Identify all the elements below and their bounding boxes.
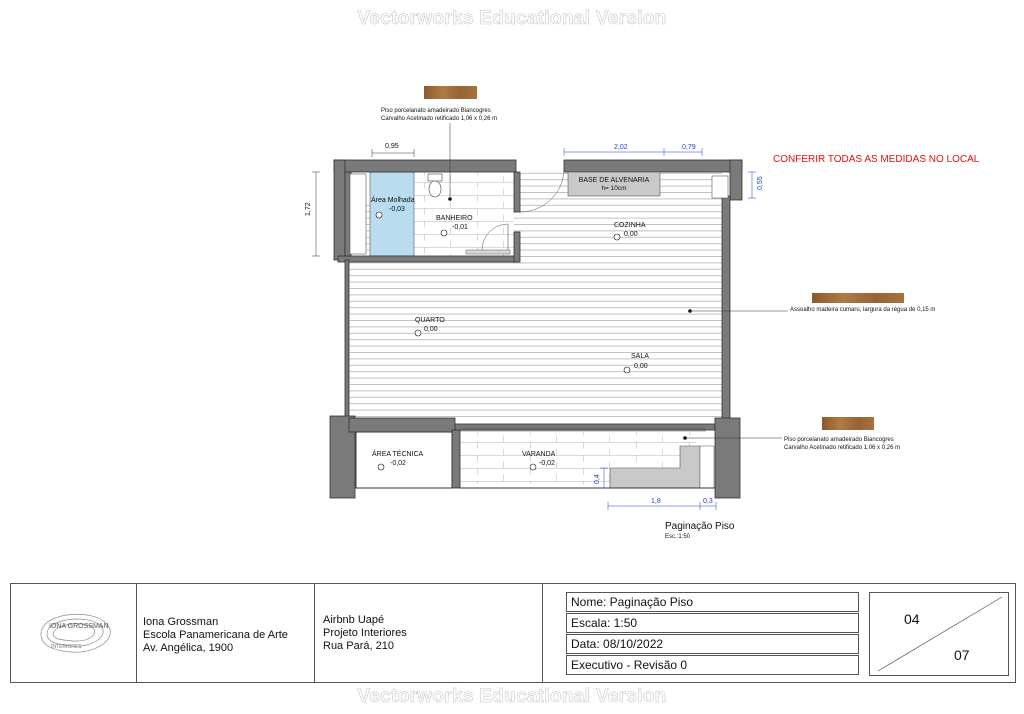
wood-swatch-right [822,417,874,430]
assoalho-label: Assoalho madeira cumaru, largura da régua de 0,15 m [790,307,936,313]
sheet-stage: Executivo - Revisão 0 [566,655,859,675]
level-marker-icon [378,464,384,470]
author-address: Av. Angélica, 1900 [143,642,234,654]
area-tecnica-level: -0,02 [390,460,406,467]
logo-icon [11,584,137,682]
cozinha-label: COZINHA [614,222,646,229]
sheet-scale: Escala: 1:50 [566,613,859,633]
drawing-title: Paginação Piso [665,521,735,532]
sheet-date: Data: 08/10/2022 [566,634,859,654]
wet-wall-niche [350,174,366,254]
watermark-top: Vectorworks Educational Version [357,8,667,29]
level-marker-icon [376,212,382,218]
base-alvenaria-title: BASE DE ALVENARIA [578,177,650,184]
banheiro-label: BANHEIRO [436,215,473,222]
varanda-label: VARANDA [522,451,556,458]
sheet-total: 07 [954,647,970,663]
wood-swatch-top [424,86,477,99]
base-alvenaria-counter [568,172,660,196]
project-name: Airbnb Uapé [323,614,385,626]
logo-text: IONA GROSSMAN [49,623,109,630]
sheet-number-box [869,592,1009,676]
shaft-niche [712,176,728,198]
cozinha-level: 0,00 [624,231,638,238]
base-alvenaria-height: h= 10cm [601,185,627,192]
sheet-divider-line [870,593,1008,675]
author-cell [137,584,315,682]
project-type: Projeto Interiores [323,627,407,639]
logo-subtext: INTERIORES [51,644,82,650]
level-marker-icon [441,230,447,236]
quarto-label: QUARTO [415,317,445,324]
level-marker-icon [624,367,630,373]
porcelanato-right-line1: Piso porcelanato amadeirado Biancogres [784,437,894,443]
area-tecnica-label: ÁREA TÉCNICA [372,451,424,458]
banheiro-floor [414,172,514,256]
area-molhada-label: Área Molhada [371,197,415,204]
author-name: Iona Grossman [143,616,219,628]
sala-level: 0,00 [634,363,648,370]
sheet-number: 04 [904,611,920,627]
dim-172: 1,72 [305,202,312,216]
dim-03: 0,3 [703,498,713,505]
logo-cell [11,584,137,682]
drawing-scale: Esc.:1:50 [665,534,691,540]
dim-202: 2,02 [614,144,628,151]
watermark-bottom: Vectorworks Educational Version [357,686,667,707]
porcelanato-top-line2: Carvalho Acetinado retificado 1,06 x 0,26 m [381,116,498,122]
dim-18: 1,8 [651,498,661,505]
project-cell [315,584,543,682]
level-marker-icon [530,464,536,470]
level-marker-icon [415,330,421,336]
dim-095: 0,95 [385,143,399,150]
info-cell [543,584,861,682]
dim-04: 0,4 [594,474,601,484]
wood-swatch-assoalho [812,293,904,303]
dim-079: 0,79 [682,144,696,151]
shower-drain [466,250,510,254]
verify-measurements-notice: CONFERIR TODAS AS MEDIDAS NO LOCAL [773,154,980,165]
sala-label: SALA [631,353,649,360]
sheet-name: Nome: Paginação Piso [566,592,859,612]
project-address: Rua Pará, 210 [323,640,394,652]
toilet-icon [428,174,442,197]
varanda-level: -0,02 [539,460,555,467]
porcelanato-right-line2: Carvalho Acetinado retificado 1,06 x 0,26 m [784,445,901,451]
title-block [10,583,1016,683]
quarto-level: 0,00 [424,326,438,333]
banheiro-level: -0,01 [452,224,468,231]
area-molhada-level: -0,03 [389,206,405,213]
porcelanato-top-line1: Piso porcelanato amadeirado Biancogres [381,108,491,114]
dim-055: 0,55 [757,176,764,190]
level-marker-icon [614,234,620,240]
author-school: Escola Panamericana de Arte [143,629,288,641]
